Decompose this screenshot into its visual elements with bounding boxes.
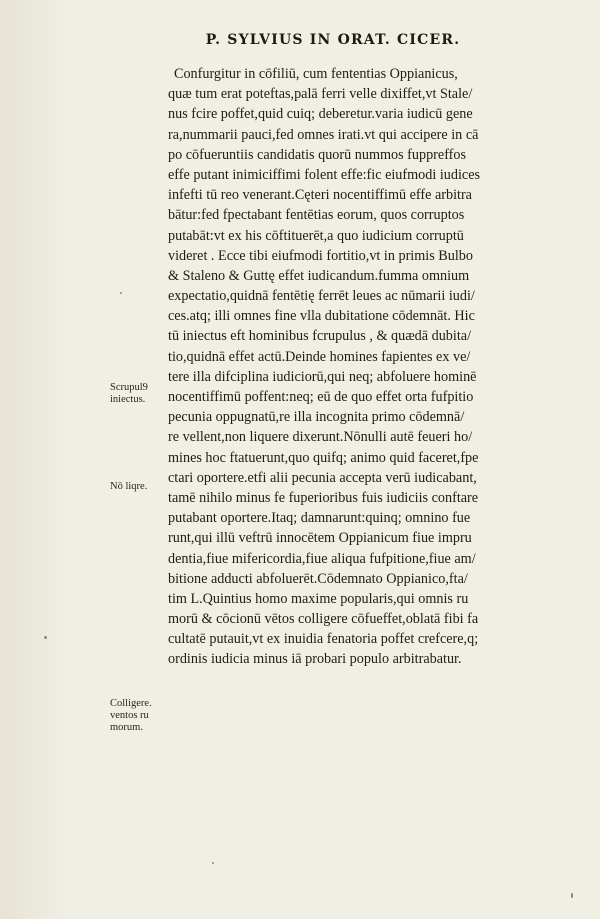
text-line: ctari oportere.etfi alii pecunia accepta verū iudicabant, <box>168 469 477 486</box>
text-line: tamē nihilo minus fe fuperioribus fuis iudiciis conftare <box>168 489 479 506</box>
text-line: re vellent,non liquere dixerunt.Nōnulli autē feueri ho/ <box>168 429 473 446</box>
paper-speck <box>120 292 122 294</box>
text-line: mines hoc ftatuerunt,quo quifq; animo quid faceret,fpe <box>168 449 479 466</box>
paper-speck <box>571 893 573 898</box>
text-line: morū & cōcionū vētos colligere cōfueffet,oblatā fibi fa <box>168 611 479 628</box>
text-line: bātur:fed fpectabant fentētias eorum, quos corruptos <box>168 207 465 224</box>
text-line: ordinis iudicia minus iā probari populo arbitrabatur. <box>168 651 462 668</box>
text-line: bitione adducti abfoluerēt.Cōdemnato Oppianico,fta/ <box>168 570 468 587</box>
margin-note-line: morum. <box>110 722 143 733</box>
text-line: tū iniectus eft hominibus fcrupulus , & quædā dubita/ <box>168 328 472 345</box>
body-text <box>168 64 594 670</box>
text-line: expectatio,quidnā fentētię ferrēt leues ac nūmarii iudi/ <box>168 288 475 305</box>
text-line: pecunia oppugnatū,re illa incognita primo cōdemnā/ <box>168 409 465 426</box>
text-line: po cōfueruntiis candidatis quorū nummos fuppreffos <box>168 146 467 163</box>
text-line: ra,nummarii pauci,fed omnes irati.vt qui accipere in cā <box>168 126 479 143</box>
text-line: Confurgitur in cōfiliū, cum fententias Oppianicus, <box>174 66 458 82</box>
text-line: putabant oportere.Itaq; damnarunt:quinq; omnino fue <box>168 510 471 527</box>
text-line: videret . Ecce tibi eiufmodi fortitio,vt in primis Bulbo <box>168 247 473 264</box>
text-line: putabāt:vt ex his cōftituerēt,a quo iudicium corruptū <box>168 227 464 244</box>
text-line: & Staleno & Guttę effet iudicandum.fumma omnium <box>168 267 470 284</box>
margin-note-line: Scrupul9 <box>110 382 148 393</box>
text-line: runt,qui illū veftrū innocētem Oppianicum fiue impru <box>168 530 472 547</box>
margin-note-line: ventos ru <box>110 710 149 721</box>
text-line: nocentiffimū poffent:neq; eū de quo effet orta fufpitio <box>168 389 474 405</box>
margin-note-line: Nō liqre. <box>110 481 148 492</box>
running-head-text: P. SYLVIUS IN ORAT. CICER. <box>205 32 461 48</box>
margin-note-line: iniectus. <box>110 394 146 405</box>
text-line: tere illa difciplina iudiciorū,qui neq; abfoluere hominē <box>168 368 477 385</box>
margin-note-line: Colligere. <box>110 698 152 709</box>
text-line: tim L.Quintius homo maxime popularis,qui omnis ru <box>168 590 469 607</box>
text-line: nus fcire poffet,quid cuiq; deberetur.varia iudicū gene <box>168 106 473 123</box>
running-head <box>0 32 600 48</box>
margin-note-colligere <box>110 698 172 734</box>
text-line: cultatē putauit,vt ex inuidia fenatoria poffet crefcere,q; <box>168 631 479 648</box>
paper-speck <box>44 636 47 639</box>
text-line: effe putant inimiciffimi folent effe:fic eiufmodi iudices <box>168 166 481 183</box>
text-line: quæ tum erat poteftas,palā ferri velle dixiffet,vt Stale/ <box>168 86 473 103</box>
paper-speck <box>212 862 214 864</box>
text-line: dentia,fiue mifericordia,fiue aliqua fufpitione,fiue am/ <box>168 550 476 567</box>
margin-note-scrupulus <box>110 382 172 406</box>
text-line: infefti tū reo venerant.Cęteri nocentiffimū effe arbitra <box>168 187 472 204</box>
text-line: tio,quidnā effet actū.Deinde homines fapientes ex ve/ <box>168 348 471 365</box>
text-line: ces.atq; illi omnes fine vlla dubitatione cōdemnāt. Hic <box>168 308 475 325</box>
ornament-mark <box>140 36 146 45</box>
margin-note-non-liquere <box>110 481 172 493</box>
